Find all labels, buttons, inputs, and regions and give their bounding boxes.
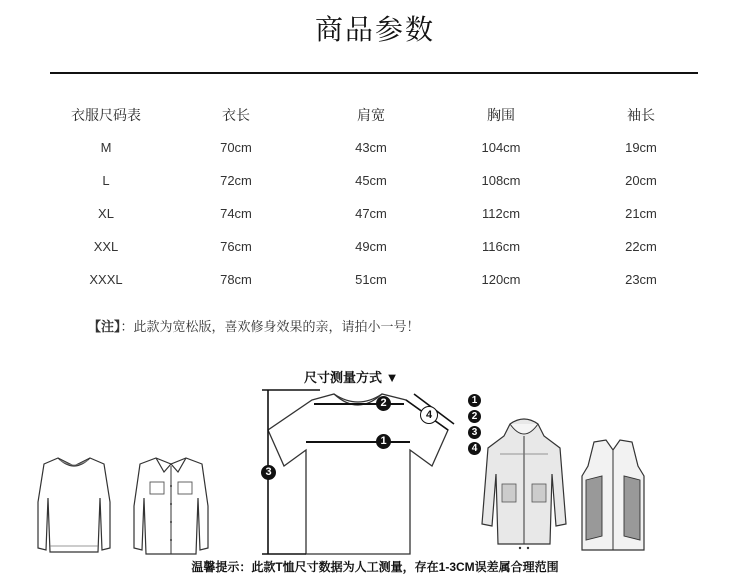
shoulder-cell: 49cm bbox=[355, 239, 387, 254]
sleeve-cell: 23cm bbox=[625, 272, 657, 287]
jacket-illustration bbox=[480, 414, 568, 554]
shoulder-cell: 43cm bbox=[355, 140, 387, 155]
marker-chest-badge: 1 bbox=[376, 434, 391, 449]
size-cell: L bbox=[102, 173, 110, 188]
measure-method-title: 尺寸测量方式 ▼ bbox=[304, 370, 399, 385]
shoulder-cell: 51cm bbox=[355, 272, 387, 287]
legend-marker: 1 bbox=[468, 394, 481, 407]
shoulder-cell: 47cm bbox=[355, 206, 387, 221]
size-cell: XXL bbox=[93, 239, 119, 254]
note-label: 【注】 bbox=[88, 319, 121, 334]
legend-marker: 3 bbox=[468, 426, 481, 439]
size-cell: XXXL bbox=[89, 272, 123, 287]
legend-marker: 4 bbox=[468, 442, 481, 455]
fit-note bbox=[88, 316, 420, 335]
size-chart-table bbox=[56, 98, 706, 296]
length-cell: 78cm bbox=[220, 272, 252, 287]
size-cell: M bbox=[100, 140, 112, 155]
table-header-row bbox=[56, 98, 706, 131]
page-title: 商品参数 bbox=[314, 14, 435, 45]
length-cell: 74cm bbox=[220, 206, 252, 221]
title-divider bbox=[50, 72, 698, 74]
chest-cell: 108cm bbox=[481, 173, 521, 188]
header-chest: 胸围 bbox=[487, 106, 515, 123]
table-row bbox=[56, 263, 706, 296]
length-cell: 70cm bbox=[220, 140, 252, 155]
sleeve-cell: 21cm bbox=[625, 206, 657, 221]
header-length: 衣长 bbox=[222, 106, 250, 123]
length-cell: 76cm bbox=[220, 239, 252, 254]
chest-cell: 116cm bbox=[481, 239, 521, 254]
sweater-illustration bbox=[36, 452, 112, 558]
table-row bbox=[56, 197, 706, 230]
marker-length-badge: 3 bbox=[261, 465, 276, 480]
sleeve-cell: 20cm bbox=[625, 173, 657, 188]
sleeve-cell: 22cm bbox=[625, 239, 657, 254]
legend-marker: 2 bbox=[468, 410, 481, 423]
header-shoulder: 肩宽 bbox=[357, 106, 385, 123]
table-row bbox=[56, 164, 706, 197]
table-row bbox=[56, 131, 706, 164]
length-cell: 72cm bbox=[220, 173, 252, 188]
measurement-tip: 温馨提示：此款T恤尺寸数据为人工测量，存在1-3CM误差属合理范围 bbox=[191, 560, 559, 574]
header-sleeve: 袖长 bbox=[627, 106, 655, 123]
chest-cell: 120cm bbox=[481, 272, 521, 287]
chest-cell: 104cm bbox=[481, 140, 521, 155]
size-cell: XL bbox=[98, 206, 114, 221]
marker-shoulder-badge: 2 bbox=[376, 396, 391, 411]
table-row bbox=[56, 230, 706, 263]
shoulder-cell: 45cm bbox=[355, 173, 387, 188]
marker-sleeve-badge: 4 bbox=[420, 406, 438, 424]
note-text: ：此款为宽松版，喜欢修身效果的亲，请拍小一号！ bbox=[120, 319, 420, 334]
chest-cell: 112cm bbox=[481, 206, 521, 221]
sleeve-cell: 19cm bbox=[625, 140, 657, 155]
header-size: 衣服尺码表 bbox=[71, 106, 141, 123]
shirt-illustration bbox=[132, 452, 210, 558]
vest-illustration bbox=[578, 436, 648, 554]
